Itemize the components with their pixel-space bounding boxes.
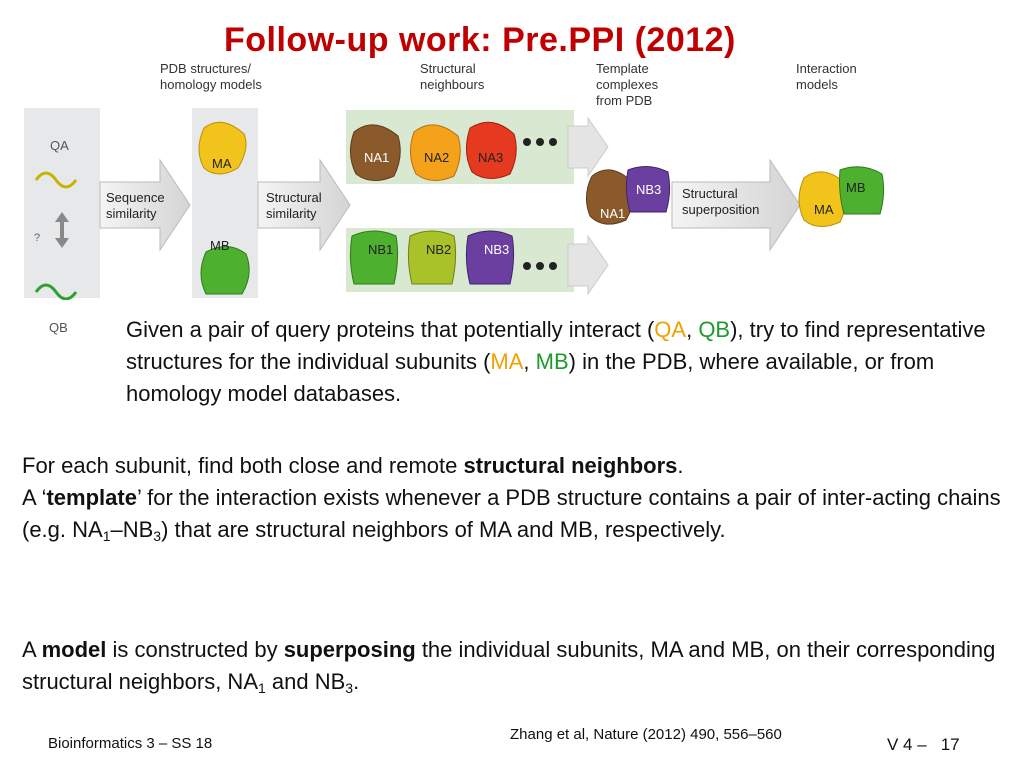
query-paragraph: Given a pair of query proteins that potentially interact (QA, QB), try to find representative structures for the individual subunits (MA, MB) in the PDB, where available, or from homology model databases. [126,317,986,406]
template-complexes-label: Template complexes from PDB [596,61,659,108]
structural-neighbours-label: Structural neighbours [420,61,485,92]
interaction-models-label: Interaction models [796,61,857,92]
qb-label: QB [49,320,68,335]
sequence-similarity-label: Sequence similarity [106,190,165,221]
template-nb3-label: NB3 [636,182,662,197]
model-ma-label: MA [814,202,834,217]
course-footer: Bioinformatics 3 – SS 18 [48,735,213,752]
nb3-label: NB3 [484,242,510,257]
ellipsis-b [523,262,531,270]
model-mb-label: MB [846,180,866,195]
ellipsis-a [523,138,531,146]
na1-label: NA1 [364,150,390,165]
nb2-label: NB2 [426,242,452,257]
citation-footer: Zhang et al, Nature (2012) 490, 556–560 [510,726,782,743]
neighbours-a-arrow [568,118,608,176]
mb-highlight: MB [535,349,569,374]
structural-similarity-label: Structural similarity [266,190,322,221]
template-na1-label: NA1 [600,206,626,221]
model-paragraph: A model is constructed by superposing the individual subunits, MA and MB, on their corresponding structural neighbors, $NA_1$ and $NB_3$. [22,637,996,696]
ellipsis-b [536,262,544,270]
na2-label: NA2 [424,150,450,165]
slide-number-footer: V 4 – 17 [887,735,960,754]
nb1-label: NB1 [368,242,394,257]
na3-label: NA3 [478,150,504,165]
query-panel [24,108,100,298]
ma-label: MA [212,156,232,171]
ellipsis-a [549,138,557,146]
ellipsis-a [536,138,544,146]
qa-label: QA [50,138,69,153]
preppi-pipeline-figure [0,0,1024,300]
neighbors-paragraph: For each subunit, find both close and remote structural neighbors. A ‘template’ for the interaction exists whenever a PDB structure contains a pair of inter-acting chains (e.g. $NA_1-NB_3$) that are structural neighbors of MA and MB, respectively. [22,453,1001,544]
structural-superposition-label: Structural superposition [682,186,760,217]
pdb-structures-label: PDB structures/ homology models [160,61,262,92]
question-label: ? [34,232,41,244]
slide-title: Follow-up work: Pre.PPI (2012) [224,21,736,59]
mb-label: MB [210,238,230,253]
ma-highlight: MA [490,349,524,374]
ellipsis-b [549,262,557,270]
neighbours-b-arrow [568,236,608,294]
qb-highlight: QB [698,317,731,342]
qa-highlight: QA [654,317,687,342]
